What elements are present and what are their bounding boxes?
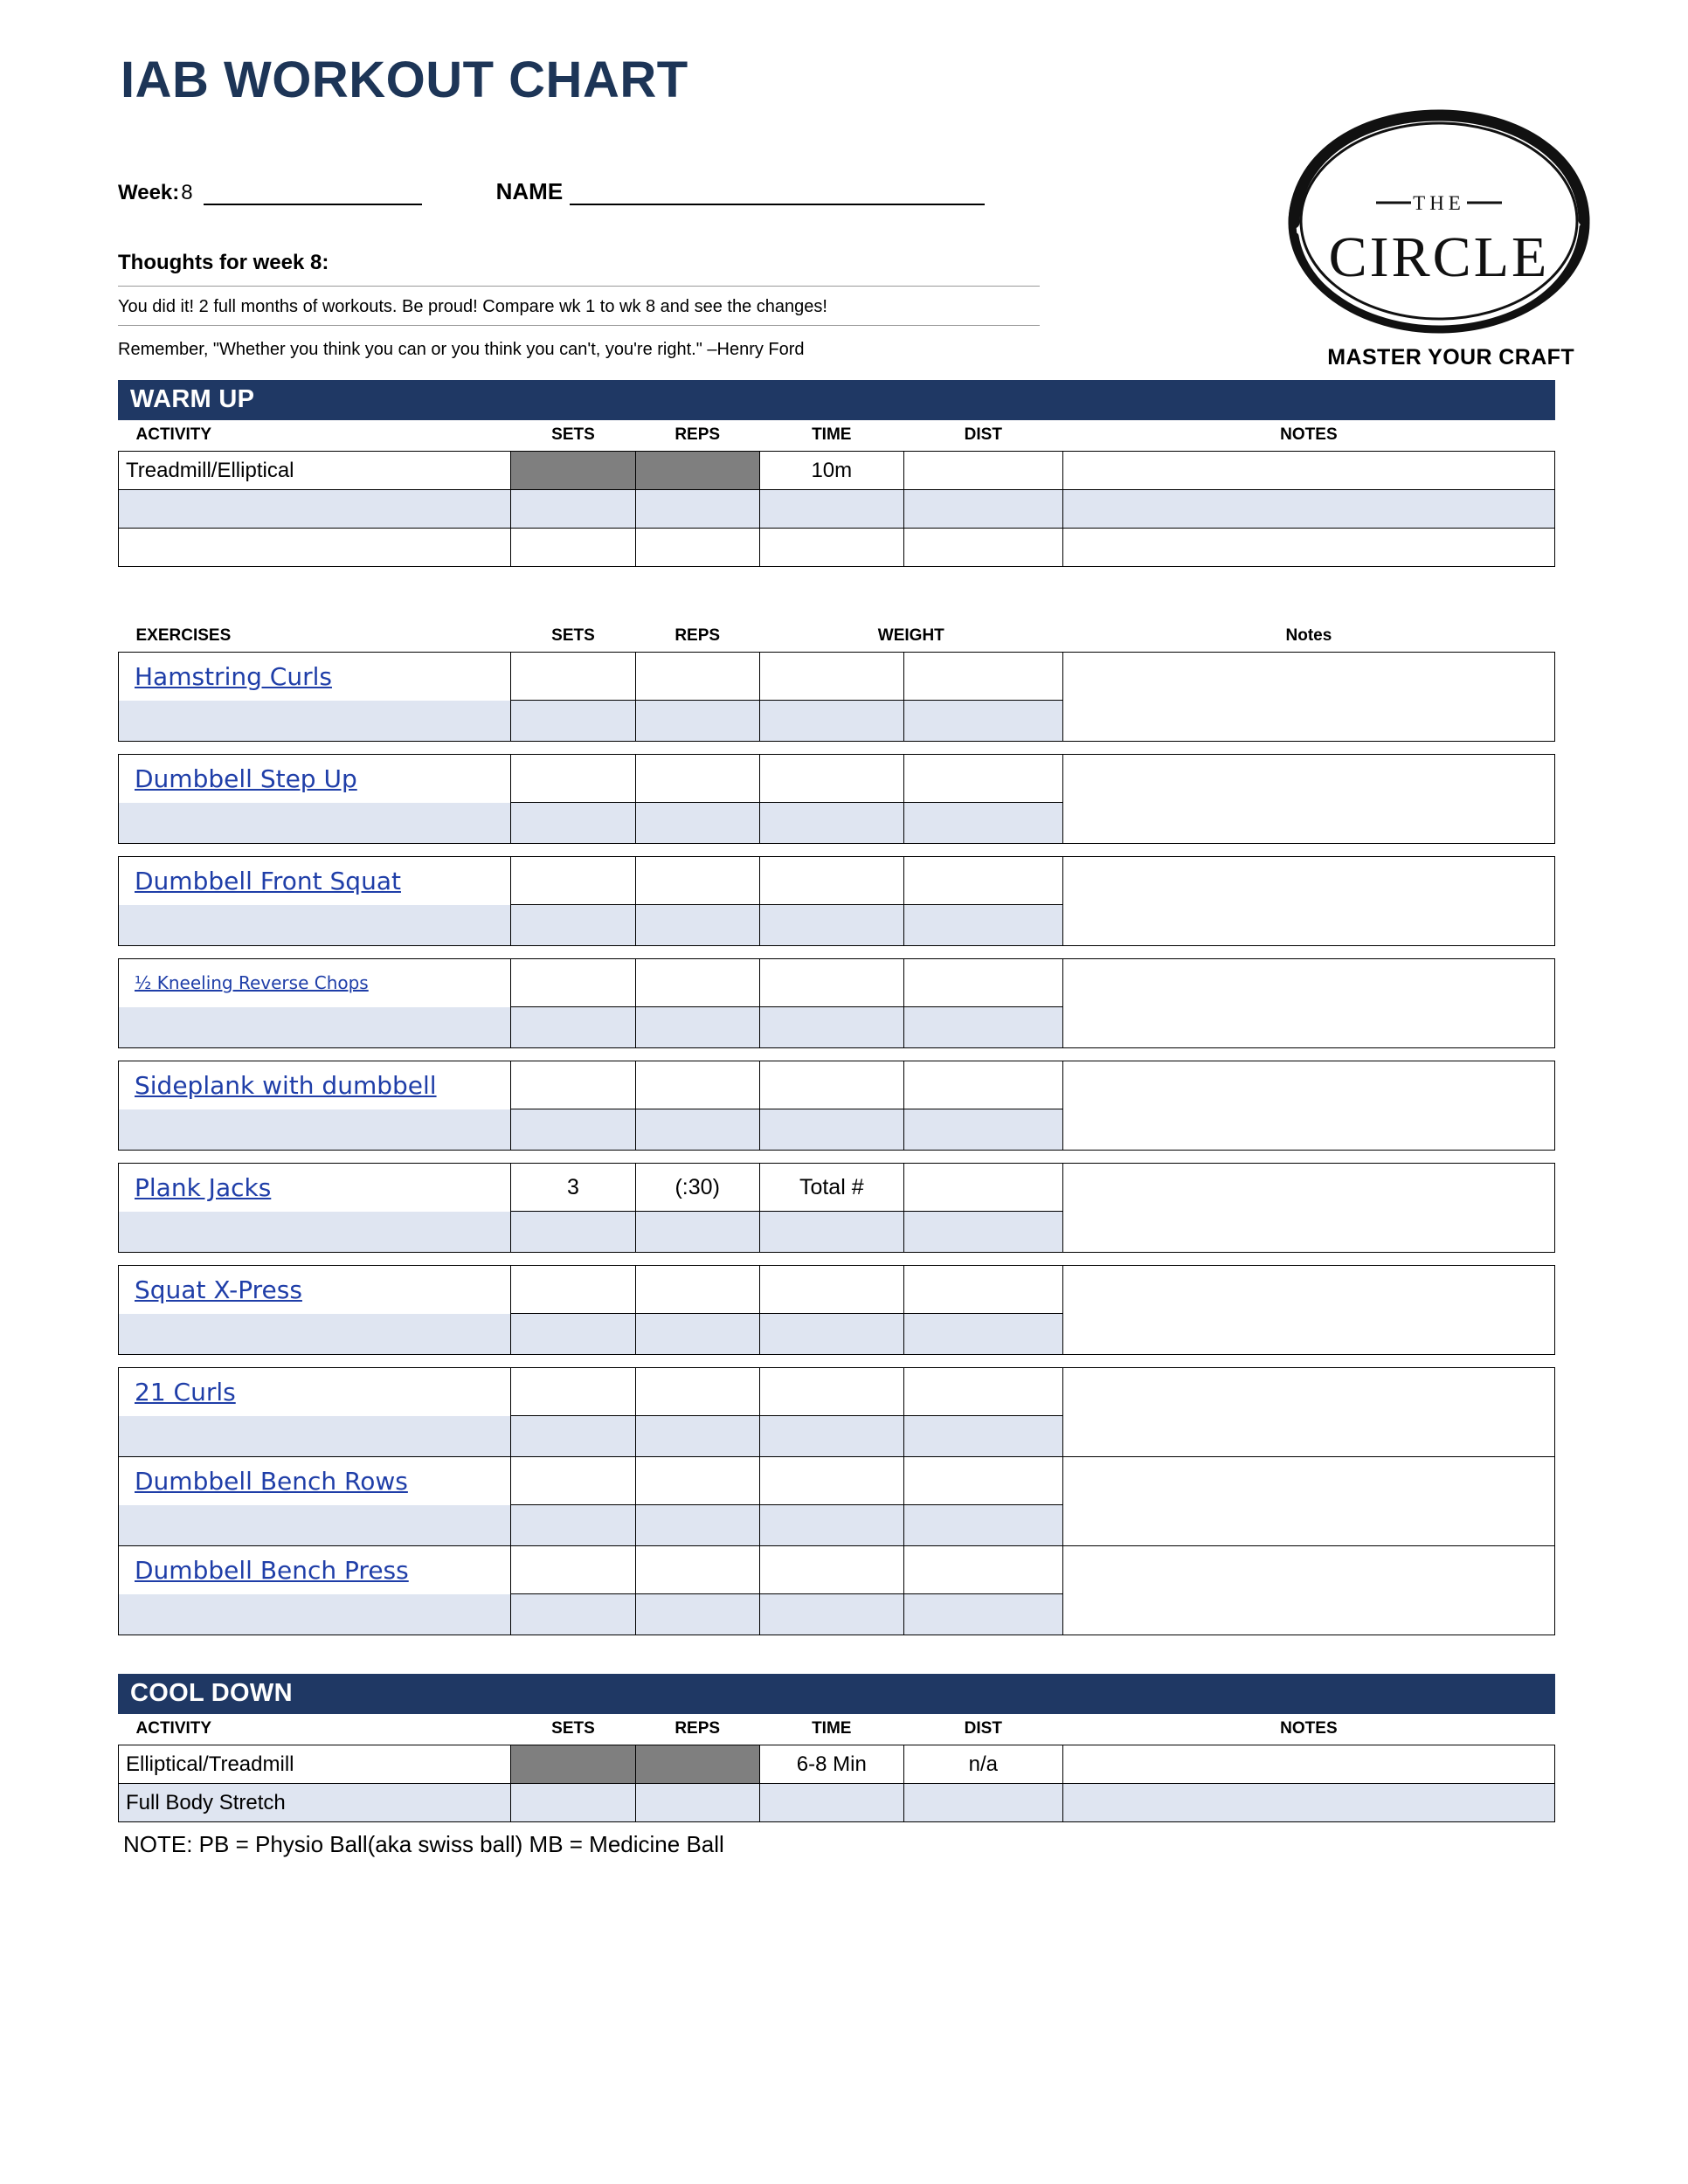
exercise-notes[interactable] [1062, 755, 1554, 844]
table-row [119, 529, 1555, 567]
exercise-reps[interactable] [635, 1368, 759, 1416]
thoughts-line-2: Remember, "Whether you think you can or you think you can't, you're right." –Henry Ford [118, 340, 805, 359]
exercise-weight-extra-sub[interactable] [903, 1007, 1062, 1048]
exercise-weight[interactable] [759, 1546, 903, 1594]
cooldown-cell-reps[interactable] [635, 1784, 759, 1822]
exercise-weight-sub[interactable] [759, 803, 903, 844]
table-row [119, 1784, 1555, 1822]
warmup-cell-notes[interactable] [1062, 529, 1554, 567]
exercise-reps[interactable] [635, 1546, 759, 1594]
row-spacer [119, 946, 1555, 959]
exercise-row [119, 1368, 1555, 1416]
exercise-weight-extra[interactable] [903, 1457, 1062, 1505]
exercise-reps-sub[interactable] [635, 1212, 759, 1253]
row-spacer [119, 742, 1555, 755]
warmup-cell-notes[interactable] [1062, 490, 1554, 529]
exercise-weight-extra-sub[interactable] [903, 1594, 1062, 1635]
exercise-weight-extra-sub[interactable] [903, 905, 1062, 946]
exercise-sets[interactable] [511, 755, 635, 803]
cooldown-cell-activity[interactable]: Full Body Stretch [119, 1784, 511, 1822]
exercise-sets[interactable] [511, 653, 635, 701]
exercise-name: Dumbbell Front Squat [135, 866, 401, 895]
exercise-name: Dumbbell Step Up [135, 764, 357, 793]
exercise-reps-sub[interactable] [635, 1505, 759, 1546]
name-input-line[interactable] [570, 179, 985, 205]
table-row [119, 490, 1555, 529]
exercise-row [119, 857, 1555, 905]
warmup-col-sets: SETS [551, 425, 595, 444]
exercise-weight-extra-sub[interactable] [903, 1505, 1062, 1546]
exercise-weight-sub[interactable] [759, 905, 903, 946]
exercise-weight-extra-sub[interactable] [903, 701, 1062, 742]
row-spacer [119, 1048, 1555, 1061]
warmup-cell-sets[interactable] [511, 529, 635, 567]
exercise-weight-sub[interactable] [759, 701, 903, 742]
exercise-weight-extra[interactable] [903, 1164, 1062, 1212]
cooldown-col-time: TIME [812, 1719, 852, 1738]
cooldown-table [118, 1714, 1555, 1822]
exercise-name-subcell[interactable] [119, 1314, 511, 1355]
cooldown-cell-activity[interactable]: Elliptical/Treadmill [119, 1745, 511, 1784]
warmup-cell-reps [635, 452, 759, 490]
warmup-cell-activity[interactable] [119, 529, 511, 567]
warmup-col-activity: ACTIVITY [135, 425, 212, 444]
exercise-weight-extra-sub[interactable] [903, 1109, 1062, 1151]
exercise-weight[interactable] [759, 1266, 903, 1314]
exercise-name-cell[interactable] [119, 1368, 511, 1416]
row-spacer [119, 844, 1555, 857]
exercise-row [119, 1164, 1555, 1212]
exercise-weight-extra[interactable] [903, 1546, 1062, 1594]
exercise-sets-sub[interactable] [511, 701, 635, 742]
exercise-weight[interactable] [759, 1368, 903, 1416]
exercise-sets[interactable] [511, 1266, 635, 1314]
exercise-row [119, 1546, 1555, 1594]
exercise-sets[interactable] [511, 1457, 635, 1505]
exercises-col-sets: SETS [551, 626, 595, 645]
exercise-name: Dumbbell Bench Press [135, 1555, 409, 1585]
table-row [119, 452, 1555, 490]
exercise-name-subcell[interactable] [119, 1109, 511, 1151]
exercise-reps[interactable] [635, 755, 759, 803]
exercise-weight-extra[interactable] [903, 959, 1062, 1007]
exercise-weight-sub[interactable] [759, 1007, 903, 1048]
exercise-notes[interactable] [1062, 1061, 1554, 1151]
exercise-sets-sub[interactable] [511, 1314, 635, 1355]
exercise-reps[interactable] [635, 959, 759, 1007]
exercise-name-subcell[interactable] [119, 1505, 511, 1546]
warmup-header-row [119, 420, 1555, 452]
exercise-reps[interactable] [635, 857, 759, 905]
exercise-name-subcell[interactable] [119, 1212, 511, 1253]
exercise-name-subcell[interactable] [119, 1594, 511, 1635]
warmup-cell-reps[interactable] [635, 529, 759, 567]
exercise-name-cell[interactable] [119, 857, 511, 905]
table-row [119, 1745, 1555, 1784]
exercise-name-subcell[interactable] [119, 905, 511, 946]
exercise-reps-sub[interactable] [635, 803, 759, 844]
warmup-cell-activity[interactable]: Treadmill/Elliptical [119, 452, 511, 490]
exercise-name: Sideplank with dumbbell [135, 1070, 437, 1100]
exercise-notes[interactable] [1062, 857, 1554, 946]
exercise-name-cell[interactable] [119, 1164, 511, 1212]
warmup-cell-reps[interactable] [635, 490, 759, 529]
exercise-notes[interactable] [1062, 1266, 1554, 1355]
cooldown-header-row [119, 1714, 1555, 1745]
exercise-notes[interactable] [1062, 1368, 1554, 1457]
exercise-name: Hamstring Curls [135, 661, 332, 691]
exercise-notes[interactable] [1062, 1546, 1554, 1635]
exercise-name-cell[interactable] [119, 653, 511, 701]
exercise-name-cell[interactable] [119, 959, 511, 1007]
cooldown-col-activity: ACTIVITY [135, 1719, 212, 1738]
exercise-name-cell[interactable] [119, 755, 511, 803]
exercises-col-exercises: EXERCISES [135, 626, 232, 645]
exercise-name: Squat X-Press [135, 1275, 302, 1304]
exercise-notes[interactable] [1062, 1164, 1554, 1253]
exercise-sets-sub[interactable] [511, 1212, 635, 1253]
exercise-row [119, 1457, 1555, 1505]
warmup-col-dist: DIST [964, 425, 1002, 444]
week-value: 8 [181, 181, 193, 204]
section-gap [118, 567, 1592, 621]
exercise-notes[interactable] [1062, 959, 1554, 1048]
exercise-sets-sub[interactable] [511, 1007, 635, 1048]
exercises-table [118, 621, 1555, 1635]
svg-text:CIRCLE: CIRCLE [1328, 225, 1550, 289]
exercise-sets-sub[interactable] [511, 803, 635, 844]
exercise-weight-extra[interactable] [903, 1368, 1062, 1416]
cooldown-cell-notes[interactable] [1062, 1784, 1554, 1822]
exercise-notes[interactable] [1062, 1457, 1554, 1546]
warmup-col-time: TIME [812, 425, 852, 444]
exercise-sets-sub[interactable] [511, 1109, 635, 1151]
exercise-weight-extra[interactable] [903, 1266, 1062, 1314]
exercise-row [119, 653, 1555, 701]
warmup-cell-time[interactable] [759, 529, 903, 567]
cooldown-cell-dist[interactable]: n/a [903, 1745, 1062, 1784]
footer-note: NOTE: PB = Physio Ball(aka swiss ball) MB = Medicine Ball [123, 1831, 724, 1857]
logo-tagline: MASTER YOUR CRAFT [1327, 345, 1574, 370]
cooldown-cell-time[interactable] [759, 1784, 903, 1822]
svg-text:THE: THE [1413, 192, 1465, 214]
exercise-row [119, 1061, 1555, 1109]
cooldown-cell-sets [511, 1745, 635, 1784]
thoughts-title: Thoughts for week 8: [118, 251, 1040, 287]
exercise-weight[interactable] [759, 1457, 903, 1505]
exercise-weight[interactable] [759, 857, 903, 905]
exercise-reps-sub[interactable] [635, 905, 759, 946]
exercise-sets-sub[interactable] [511, 905, 635, 946]
thoughts-line-1: You did it! 2 full months of workouts. Be proud! Compare wk 1 to wk 8 and see the changes! [118, 287, 1040, 326]
exercise-sets[interactable] [511, 959, 635, 1007]
exercise-sets-sub[interactable] [511, 1416, 635, 1457]
exercise-row [119, 959, 1555, 1007]
exercise-name: 21 Curls [135, 1377, 236, 1406]
warmup-cell-dist[interactable] [903, 529, 1062, 567]
exercise-name-subcell[interactable] [119, 1416, 511, 1457]
cooldown-col-sets: SETS [551, 1719, 595, 1738]
cooldown-section-header: COOL DOWN [118, 1674, 1555, 1714]
cooldown-col-notes: NOTES [1280, 1719, 1338, 1738]
warmup-table [118, 420, 1555, 567]
exercise-reps[interactable] [635, 1266, 759, 1314]
name-label: NAME [495, 178, 564, 204]
cooldown-cell-time[interactable]: 6-8 Min [759, 1745, 903, 1784]
section-gap [118, 1635, 1592, 1674]
exercise-name-subcell[interactable] [119, 701, 511, 742]
cooldown-cell-sets[interactable] [511, 1784, 635, 1822]
exercise-name-subcell[interactable] [119, 1007, 511, 1048]
exercise-sets[interactable] [511, 857, 635, 905]
warmup-cell-sets[interactable] [511, 490, 635, 529]
exercise-reps[interactable] [635, 653, 759, 701]
exercises-header-row [119, 621, 1555, 653]
exercise-reps-sub[interactable] [635, 1594, 759, 1635]
warmup-section-header: WARM UP [118, 380, 1555, 420]
circle-logo-svg [1282, 105, 1596, 358]
exercise-sets[interactable] [511, 1546, 635, 1594]
warmup-col-reps: REPS [675, 425, 721, 444]
exercise-reps-sub[interactable] [635, 1416, 759, 1457]
exercise-sets-sub[interactable] [511, 1505, 635, 1546]
exercise-sets[interactable] [511, 1061, 635, 1109]
exercise-weight-extra[interactable] [903, 857, 1062, 905]
exercise-sets[interactable]: 3 [511, 1164, 635, 1212]
exercise-sets[interactable] [511, 1368, 635, 1416]
exercise-weight-sub[interactable] [759, 1212, 903, 1253]
exercise-weight[interactable] [759, 653, 903, 701]
exercise-weight-extra-sub[interactable] [903, 1416, 1062, 1457]
exercises-col-notes: Notes [1285, 626, 1332, 645]
warmup-col-notes: NOTES [1280, 425, 1338, 444]
warmup-cell-dist[interactable] [903, 490, 1062, 529]
exercise-name-subcell[interactable] [119, 803, 511, 844]
exercise-reps-sub[interactable] [635, 1109, 759, 1151]
circle-logo [1282, 105, 1596, 358]
warmup-cell-notes[interactable] [1062, 452, 1554, 490]
exercises-col-weight: WEIGHT [877, 626, 944, 645]
warmup-cell-sets [511, 452, 635, 490]
exercise-weight-extra-sub[interactable] [903, 1212, 1062, 1253]
exercise-reps-sub[interactable] [635, 701, 759, 742]
warmup-cell-dist[interactable] [903, 452, 1062, 490]
cooldown-cell-notes[interactable] [1062, 1745, 1554, 1784]
page-title: IAB WORKOUT CHART [121, 52, 688, 108]
exercise-name: Dumbbell Bench Rows [135, 1466, 408, 1496]
exercise-weight-extra-sub[interactable] [903, 803, 1062, 844]
cooldown-col-reps: REPS [675, 1719, 721, 1738]
exercise-weight-extra-sub[interactable] [903, 1314, 1062, 1355]
exercise-weight[interactable] [759, 1061, 903, 1109]
exercise-notes[interactable] [1062, 653, 1554, 742]
cooldown-cell-reps [635, 1745, 759, 1784]
exercise-weight[interactable] [759, 959, 903, 1007]
week-input-line[interactable] [204, 181, 422, 205]
exercise-sets-sub[interactable] [511, 1594, 635, 1635]
exercise-weight[interactable] [759, 755, 903, 803]
exercise-weight-sub[interactable] [759, 1416, 903, 1457]
warmup-cell-time[interactable]: 10m [759, 452, 903, 490]
week-label: Week: [118, 181, 180, 204]
exercise-name-cell[interactable] [119, 1266, 511, 1314]
exercise-weight-sub[interactable] [759, 1594, 903, 1635]
exercise-name: Plank Jacks [135, 1172, 272, 1202]
cooldown-col-dist: DIST [964, 1719, 1002, 1738]
row-spacer [119, 1355, 1555, 1368]
row-spacer [119, 1151, 1555, 1164]
warmup-cell-activity[interactable] [119, 490, 511, 529]
exercise-name-cell[interactable] [119, 1457, 511, 1505]
warmup-cell-time[interactable] [759, 490, 903, 529]
exercise-weight-extra[interactable] [903, 653, 1062, 701]
exercise-weight-sub[interactable] [759, 1109, 903, 1151]
exercise-weight-sub[interactable] [759, 1505, 903, 1546]
exercise-reps[interactable] [635, 1457, 759, 1505]
exercise-reps[interactable]: (:30) [635, 1164, 759, 1212]
exercise-weight[interactable]: Total # [759, 1164, 903, 1212]
exercise-weight-sub[interactable] [759, 1314, 903, 1355]
row-spacer [119, 1253, 1555, 1266]
exercise-row [119, 1266, 1555, 1314]
cooldown-cell-dist[interactable] [903, 1784, 1062, 1822]
exercise-reps[interactable] [635, 1061, 759, 1109]
exercise-reps-sub[interactable] [635, 1007, 759, 1048]
exercises-col-reps: REPS [675, 626, 721, 645]
exercise-weight-extra[interactable] [903, 755, 1062, 803]
exercise-name: ½ Kneeling Reverse Chops [135, 972, 369, 994]
exercise-row [119, 755, 1555, 803]
exercise-reps-sub[interactable] [635, 1314, 759, 1355]
exercise-name-cell[interactable] [119, 1546, 511, 1594]
exercise-weight-extra[interactable] [903, 1061, 1062, 1109]
exercise-name-cell[interactable] [119, 1061, 511, 1109]
